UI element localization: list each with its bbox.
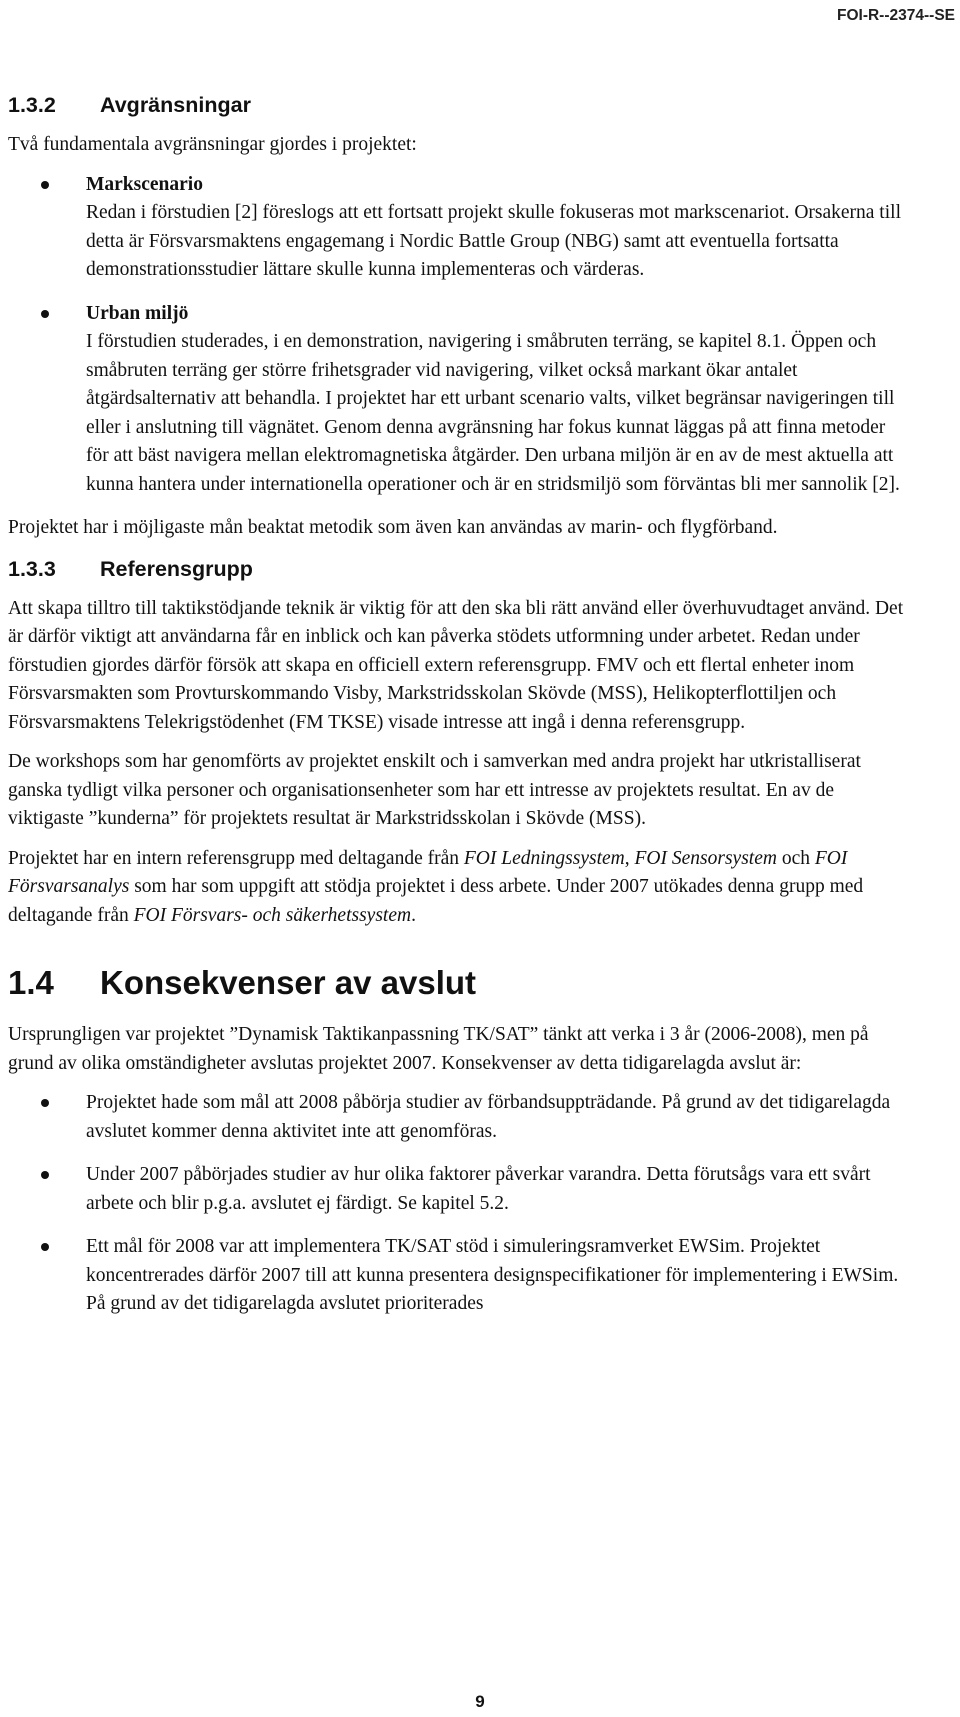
org-name: FOI Sensorsystem xyxy=(634,847,777,869)
paragraph: Att skapa tilltro till taktikstödjande teknik är viktig för att den ska bli rätt använd eller överhuvudtaget använd. Det är därför viktigt att användarna får en inblick och kan påverka stödets utformning under arbetet. Redan under förstudien gjordes därför försök att skapa en officiell extern referensgrupp. FMV och ett flertal enheter inom Försvarsmakten som Provturskommando Visby, Markstridsskolan Skövde (MSS), Helikopterflottiljen och Försvarsmaktens Telekrigstödenhet (FM TKSE) visade intresse att ingå i denna referensgrupp. xyxy=(8,597,904,733)
list-item-text: Under 2007 påbörjades studier av hur olika faktorer påverkar varandra. Detta förutsågs vara ett svårt arbete och blir p.g.a. avslutet ej färdigt. Se kapitel 5.2. xyxy=(86,1164,871,1214)
list-item-title: Urban miljö xyxy=(86,302,189,324)
list-item-text: Redan i förstudien [2] föreslogs att ett fortsatt projekt skulle fokuseras mot markscenariot. Orsakerna till detta är Försvarsmaktens engagemang i Nordic Battle Group (NBG) samt att eventuella fortsatta demonstrationsstudier lättare skulle kunna implementeras och värderas. xyxy=(86,202,901,280)
list-item xyxy=(8,1233,910,1319)
section-heading-1-4 xyxy=(8,963,910,1003)
list-item-urban-miljo xyxy=(8,300,910,500)
text-run: och xyxy=(776,847,815,869)
page-content xyxy=(8,90,910,1334)
bullet-icon xyxy=(41,1171,49,1179)
document-id: FOI-R--2374--SE xyxy=(837,7,955,24)
org-name: FOI Försvars- och säkerhetssystem xyxy=(133,904,412,926)
section-heading-1-3-2 xyxy=(8,90,910,120)
list-item xyxy=(8,1089,910,1146)
bullet-icon xyxy=(41,1099,49,1107)
list-item xyxy=(8,1161,910,1218)
section-intro: Ursprungligen var projektet ”Dynamisk Taktikanpassning TK/SAT” tänkt att verka i 3 år (2006-2008), men på grund av olika omständigheter avslutas projektet 2007. Konsekvenser av detta tidigarelagda avslut är: xyxy=(8,1024,869,1074)
section-title: Avgränsningar xyxy=(100,93,251,117)
section-title: Konsekvenser av avslut xyxy=(100,964,477,1001)
org-name: FOI Försvarsanalys xyxy=(8,847,848,897)
list-item-text: I förstudien studerades, i en demonstration, navigering i småbruten terräng, se kapitel 8.1. Öppen och småbruten terräng ger större frihetsgrader vid navigering, vilket också markant ökar antalet åtgärdsalternativ att behandla. I projektet har ett urbant scenario valts, vilket begränsar navigeringen till eller i anslutning till vägnätet. Genom denna avgränsning har fokus kunnat läggas på att finna metoder för att bäst navigera mellan elektromagnetiska åtgärder. Den urbana miljön är en av de mest aktuella att kunna hantera under internationella operationer och är en stridsmiljö som förväntas bli mer sannolik [2]. xyxy=(86,331,900,495)
text-run: . xyxy=(411,904,416,926)
list-item-text: Projektet hade som mål att 2008 påbörja studier av förbandsuppträdande. På grund av det tidigarelagda avslutet kommer denna aktivitet inte att genomföras. xyxy=(86,1092,891,1142)
list-item-markscenario xyxy=(8,171,910,285)
list-item-title: Markscenario xyxy=(86,173,203,195)
section-intro: Två fundamentala avgränsningar gjordes i projektet: xyxy=(8,134,417,155)
text-run: Projektet har en intern referensgrupp med deltagande från xyxy=(8,847,464,869)
section-heading-1-3-3 xyxy=(8,554,910,584)
org-name: FOI Ledningssystem xyxy=(463,847,625,869)
section-closing-paragraph: Projektet har i möjligaste mån beaktat metodik som även kan användas av marin- och flygförband. xyxy=(8,517,778,538)
text-run: som har som uppgift att stödja projektet i dess arbete. Under 2007 utökades denna grupp med deltagande från xyxy=(8,876,864,926)
section-number: 1.4 xyxy=(8,964,54,1001)
paragraph: De workshops som har genomförts av projektet enskilt och i samverkan med andra projekt har utkristalliserat ganska tydligt vilka personer och organisationsenheter som har ett intresse av projektets resultat. En av de viktigaste ”kunderna” för projektets resultat är Markstridsskolan i Skövde (MSS). xyxy=(8,751,861,829)
bullet-icon xyxy=(41,1243,49,1251)
bullet-icon xyxy=(41,310,49,318)
section-title: Referensgrupp xyxy=(100,556,253,581)
section-number: 1.3.3 xyxy=(8,556,56,581)
section-number: 1.3.2 xyxy=(8,93,56,117)
text-run: , xyxy=(624,847,635,869)
bullet-icon xyxy=(41,181,49,189)
list-item-text: Ett mål för 2008 var att implementera TK/SAT stöd i simuleringsramverket EWSim. Projektet koncentrerades därför 2007 till att kunna presentera designspecifikationer för implementering i EWSim. På grund av det tidigarelagda avslutet prioriterades xyxy=(86,1236,899,1314)
paragraph-internal-reference-group xyxy=(8,845,910,931)
limitations-list xyxy=(8,171,910,500)
page-number: 9 xyxy=(475,1692,485,1711)
consequences-list xyxy=(8,1089,910,1319)
